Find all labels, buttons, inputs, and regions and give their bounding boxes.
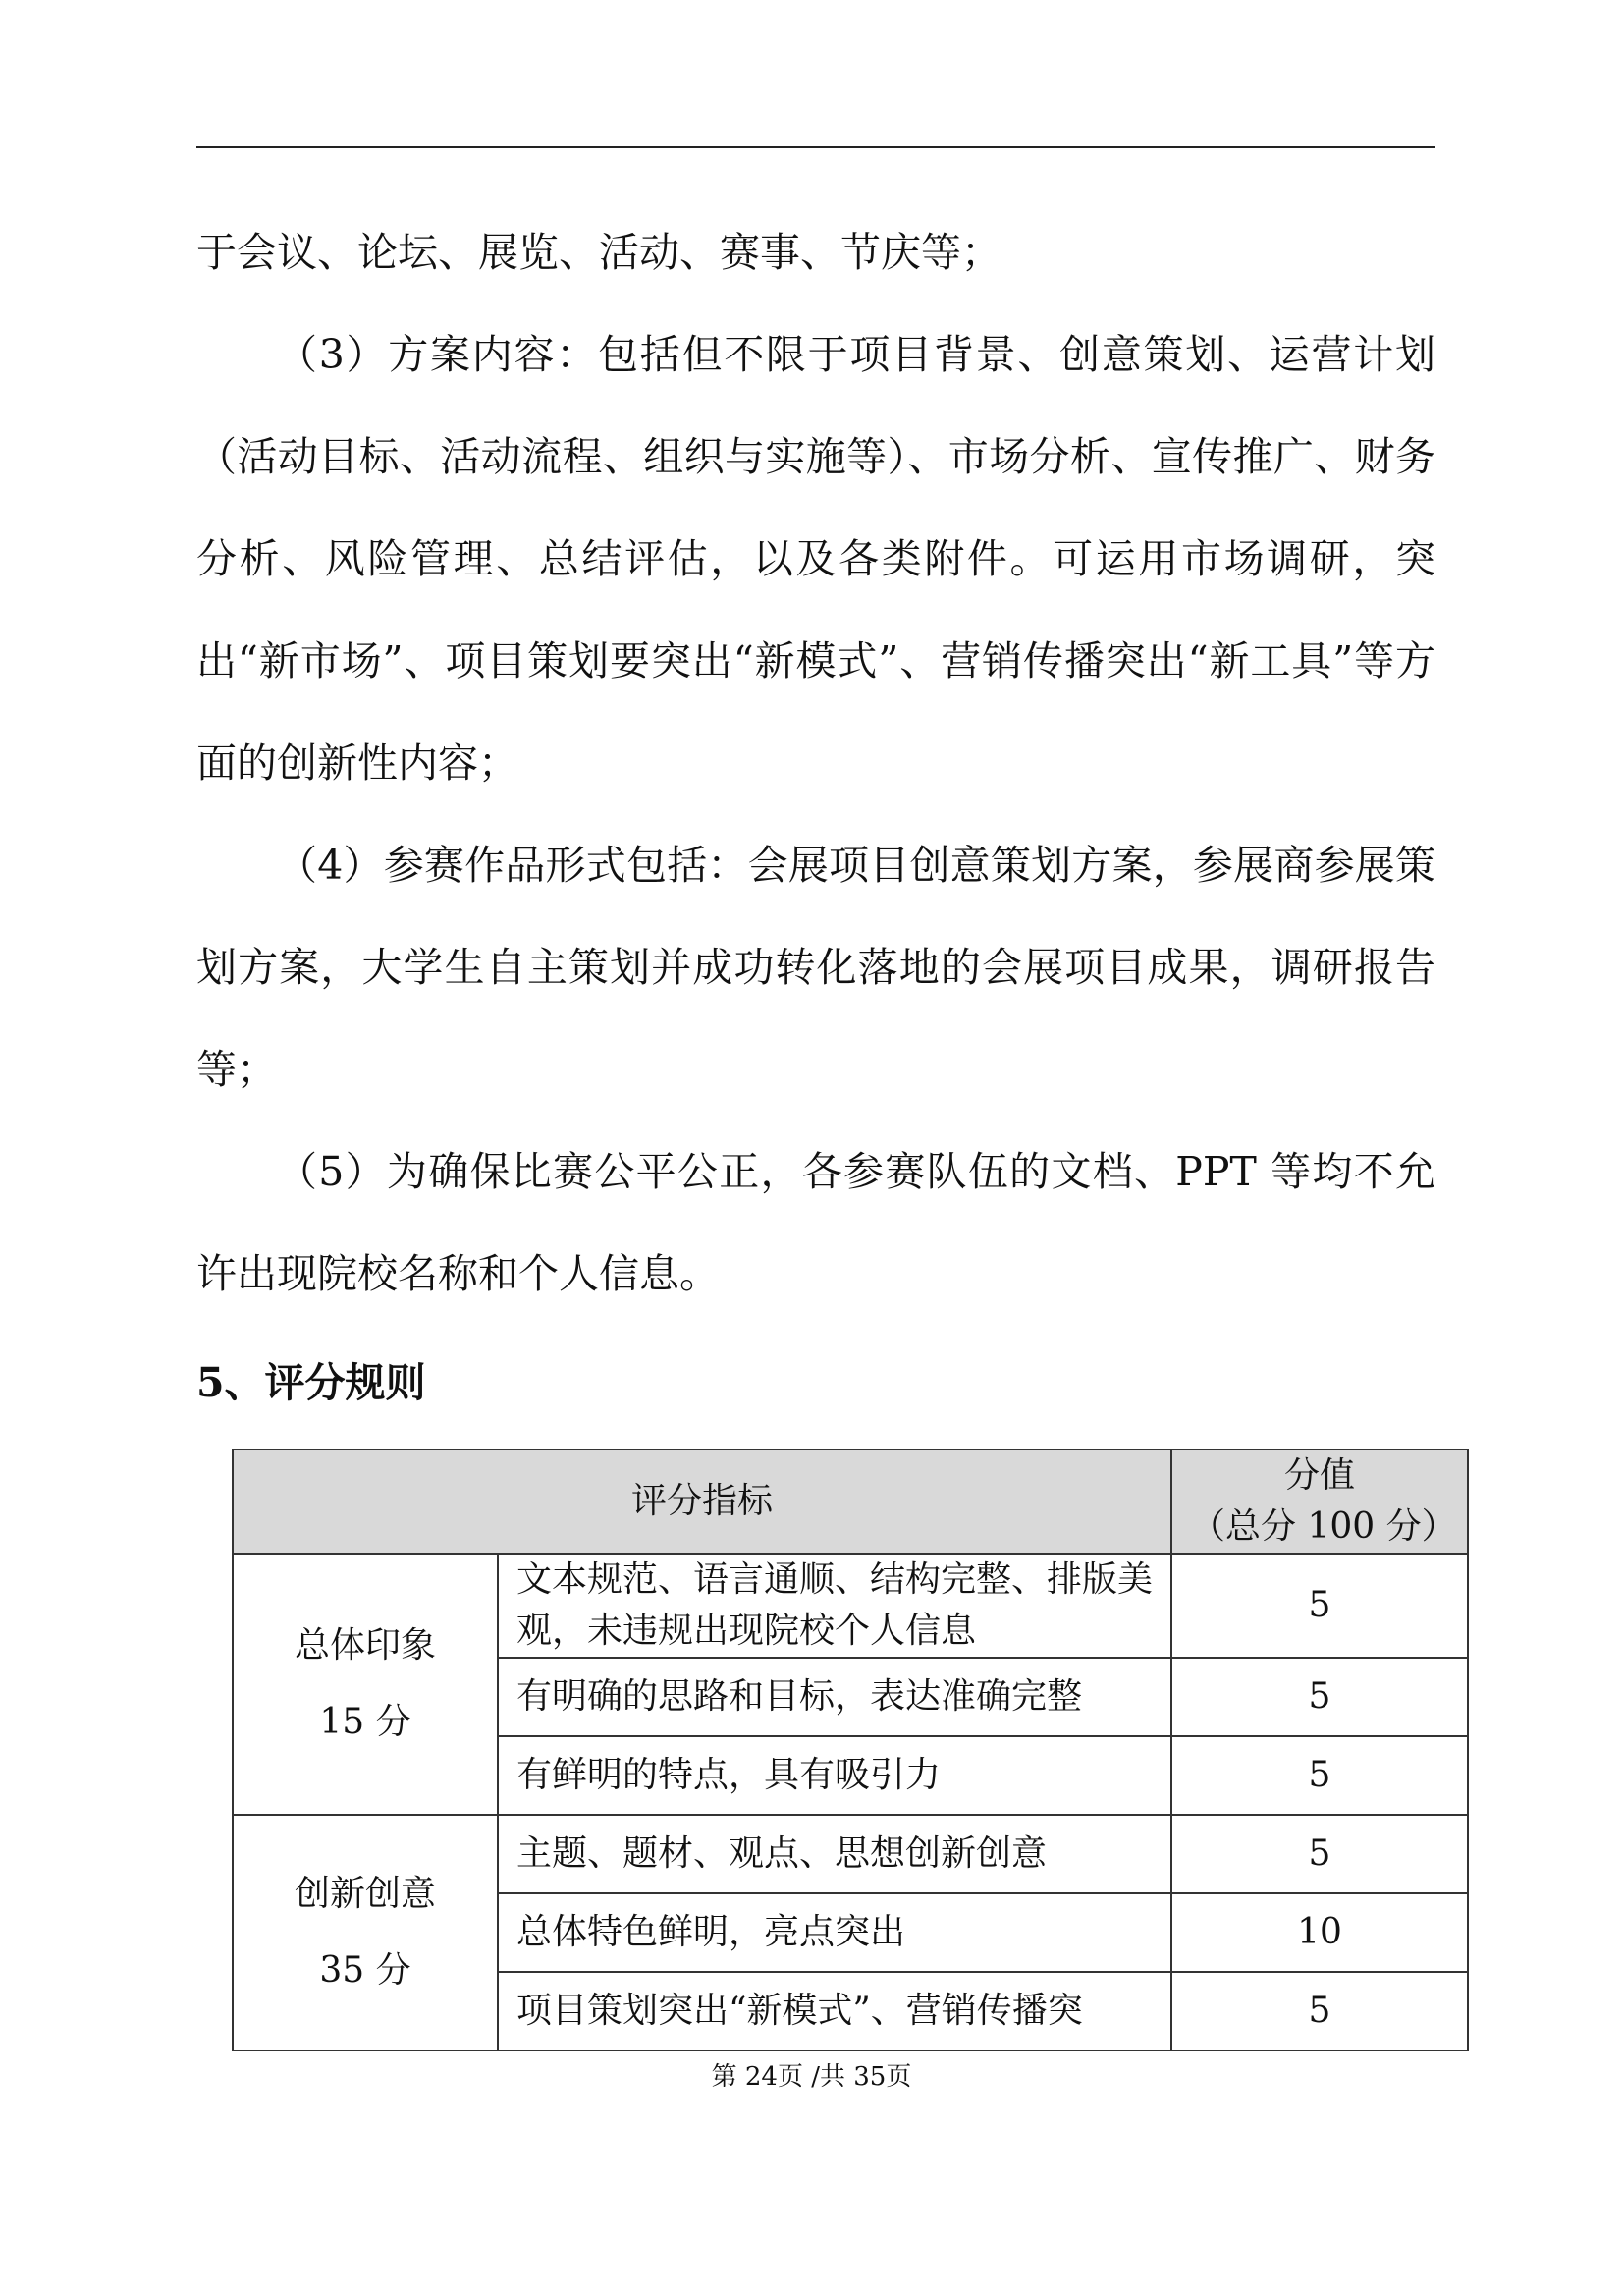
page-footer: 第 24页 /共 35页 — [711, 2062, 912, 2092]
score-cell: 5 — [1171, 1972, 1468, 2050]
header-score-line1: 分值 — [1283, 1455, 1355, 1496]
paragraph-4: （5）为确保比赛公平公正，各参赛队伍的文档、PPT 等均不允许出现院校名称和个人信息。 — [196, 1148, 1435, 1297]
header-score-line2: （总分 100 分） — [1190, 1506, 1457, 1547]
score-cell: 5 — [1171, 1554, 1468, 1658]
header-criteria: 评分指标 — [233, 1449, 1171, 1554]
score-cell: 5 — [1171, 1658, 1468, 1736]
scoring-table — [232, 1449, 1469, 2051]
criterion-cell: 有鲜明的特点，具有吸引力 — [498, 1736, 1171, 1815]
header-rule — [196, 146, 1435, 148]
score-cell: 5 — [1171, 1736, 1468, 1815]
category-cell — [233, 1815, 498, 2050]
table-row — [233, 1554, 1468, 1658]
category-points: 15 分 — [319, 1702, 411, 1742]
header-score — [1171, 1449, 1468, 1554]
criterion-cell: 主题、题材、观点、思想创新创意 — [498, 1815, 1171, 1893]
table-row — [233, 1815, 1468, 1893]
criterion-cell: 总体特色鲜明，亮点突出 — [498, 1893, 1171, 1972]
paragraph-3: （4）参赛作品形式包括：会展项目创意策划方案，参展商参展策划方案，大学生自主策划并成功转化落地的会展项目成果，调研报告等； — [196, 842, 1435, 1093]
score-cell: 10 — [1171, 1893, 1468, 1972]
paragraph-2: （3）方案内容：包括但不限于项目背景、创意策划、运营计划（活动目标、活动流程、组织与实施等）、市场分析、宣传推广、财务分析、风险管理、总结评估，以及各类附件。可运用市场调研，突出“新市场”、项目策划要突出“新模式”、营销传播突出“新工具”等方面的创新性内容； — [196, 331, 1435, 787]
score-cell: 5 — [1171, 1815, 1468, 1893]
category-cell — [233, 1554, 498, 1815]
category-points: 35 分 — [319, 1950, 411, 1991]
criterion-cell: 有明确的思路和目标，表达准确完整 — [498, 1658, 1171, 1736]
criterion-cell: 文本规范、语言通顺、结构完整、排版美观，未违规出现院校个人信息 — [498, 1554, 1171, 1658]
category-name: 总体印象 — [294, 1625, 436, 1666]
paragraph-1: 于会议、论坛、展览、活动、赛事、节庆等； — [196, 229, 1001, 276]
category-name: 创新创意 — [294, 1874, 436, 1914]
section-title: 5、评分规则 — [196, 1359, 426, 1406]
body-text — [196, 201, 1435, 1325]
table-header-row — [233, 1449, 1468, 1554]
criterion-cell: 项目策划突出“新模式”、营销传播突 — [498, 1972, 1171, 2050]
